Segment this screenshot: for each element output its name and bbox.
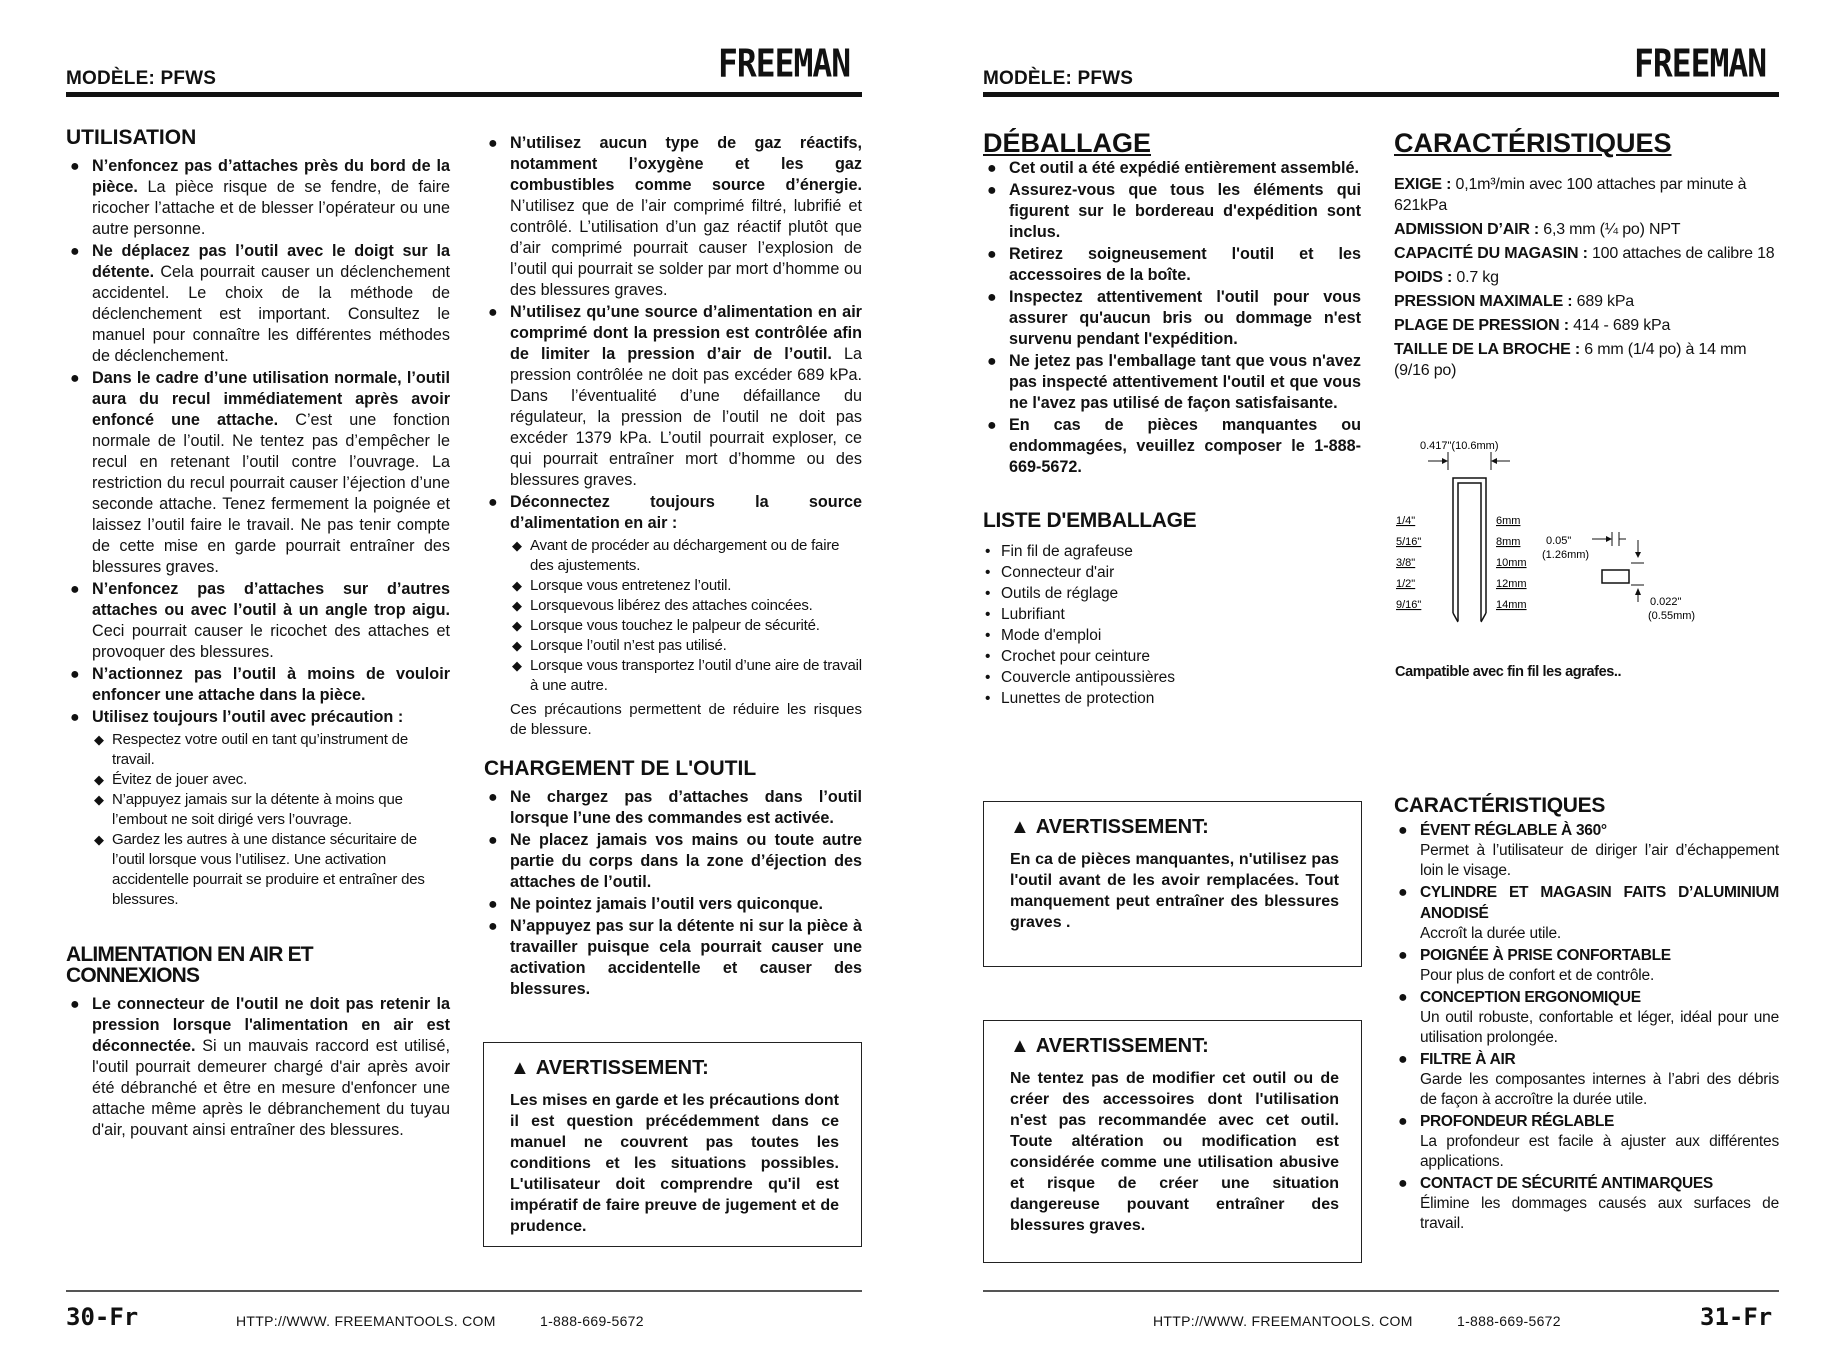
- item-bold: Utilisez toujours l’outil avec précaution :: [92, 708, 404, 726]
- arrow-head: [1491, 458, 1497, 464]
- warning-box-left: [483, 1042, 862, 1247]
- item-bold: Déconnectez toujours la source d’alimentation en air :: [510, 493, 862, 532]
- list-item: [484, 492, 862, 534]
- warning-box-2: [983, 1020, 1362, 1263]
- item-bold: Ne pointez jamais l’outil vers quiconque.: [510, 895, 824, 913]
- packing-list: [983, 541, 1361, 709]
- footer-rule: [66, 1290, 862, 1292]
- feature-title: ÉVENT RÉGLABLE À 360°: [1420, 822, 1607, 839]
- size-inch-label: 5/16": [1396, 536, 1422, 548]
- footer-url[interactable]: HTTP://WWW. FREEMANTOOLS. COM: [1153, 1313, 1413, 1329]
- list-item: ● Retirez soigneusement l'outil et les accessoires de la boîte.: [983, 244, 1361, 286]
- warning-text: Ne tentez pas de modifier cet outil ou de créer des accessoires dont l'utilisation n'est pas recommandée avec cet outil. Toute altération ou modification est considérée comme une utilisation abusive et risque de créer une situation dangereuse pouvant entraîner des blessures graves.: [1010, 1070, 1339, 1234]
- list-item: [66, 156, 450, 240]
- section-title-liste: LISTE D'EMBALLAGE: [983, 509, 1197, 532]
- left-column-2: [484, 133, 862, 1001]
- spec-row: [1394, 243, 1779, 264]
- list-item: ● Ne jetez pas l'emballage tant que vous n'avez pas inspecté attentivement l'outil et que vous ne l'avez pas utilisé de façon satisfaisante.: [983, 351, 1361, 414]
- arrow-head: [1606, 536, 1612, 542]
- list-item: • Fin fil de agrafeuse: [983, 541, 1361, 562]
- size-inch-label: 9/16": [1396, 599, 1422, 611]
- item-text: La pression contrôlée ne doit pas excéder 689 kPa. Dans l’éventualité d’une défaillance du régulateur, la pression de l’outil ne doit pas excéder 1379 kPa. L’outil pourrait exploser, ce qui pourrait entraîner mort d’homme ou des blessures graves.: [510, 345, 862, 489]
- arrow-head: [1442, 458, 1448, 464]
- footer-rule: [983, 1290, 1779, 1292]
- model-label: MODÈLE: PFWS: [983, 68, 1134, 89]
- list-item: ● Assurez-vous que tous les éléments qui figurent sur le bordereau d'expédition sont inclus.: [983, 180, 1361, 243]
- feature-title: POIGNÉE À PRISE CONFORTABLE: [1420, 947, 1671, 964]
- spec-value: 6 mm (1/4 po) à 14 mm (9/16 po): [1394, 341, 1747, 379]
- size-inch-label: 3/8": [1396, 557, 1416, 569]
- list-item: [66, 241, 450, 367]
- warning-box-1: [983, 801, 1362, 967]
- footer-phone: 1-888-669-5672: [540, 1313, 644, 1329]
- list-item: • Lubrifiant: [983, 604, 1361, 625]
- item-bold: N’utilisez aucun type de gaz réactifs, notamment l’oxygène et les gaz combustibles comme source d’énergie.: [510, 134, 862, 194]
- size-mm-label: 12mm: [1496, 578, 1527, 590]
- item-text: Ceci pourrait causer le ricochet des attaches et provoquer des blessures.: [92, 622, 450, 661]
- item-bold: N’enfoncez pas d’attaches sur d’autres attaches ou avec l’outil à un angle trop aigu.: [92, 580, 450, 619]
- gaz-note: Ces précautions permettent de réduire les risques de blessure.: [510, 701, 862, 738]
- list-item: ● Inspectez attentivement l'outil pour vous assurer qu'aucun bris ou dommage n'est survenu pendant l'expédition.: [983, 287, 1361, 350]
- size-mm-label: 10mm: [1496, 557, 1527, 569]
- sizes-mm: [1496, 515, 1527, 611]
- size-inch-label: 1/4": [1396, 515, 1416, 527]
- utilisation-sublist: [92, 730, 450, 910]
- feature-title: FILTRE À AIR: [1420, 1051, 1516, 1068]
- item-text: Cela pourrait causer un déclenchement accidentel. Le choix de la méthode de déclenchement est important. Consultez le manuel pour connaître les différentes méthodes de déclenchement.: [92, 263, 450, 365]
- list-item: [66, 664, 450, 706]
- size-mm-label: 6mm: [1496, 515, 1521, 527]
- spec-value: 0,1m³/min avec 100 attaches par minute à 621kPa: [1394, 176, 1747, 214]
- section-title-chargement: CHARGEMENT DE L'OUTIL: [484, 757, 757, 780]
- feature-item: [1394, 1111, 1779, 1172]
- spec-row: [1394, 219, 1779, 240]
- feature-title: CONTACT DE SÉCURITÉ ANTIMARQUES: [1420, 1175, 1713, 1192]
- header-rule: [66, 92, 862, 97]
- size-mm-label: 8mm: [1496, 536, 1521, 548]
- list-item: • Mode d'emploi: [983, 625, 1361, 646]
- list-item: • Outils de réglage: [983, 583, 1361, 604]
- feature-title: CYLINDRE ET MAGASIN FAITS D’ALUMINIUM ANODISÉ: [1420, 884, 1779, 922]
- feature-item: [1394, 987, 1779, 1048]
- item-text: C’est une fonction normale de l’outil. Ne tentez pas d’empêcher le recul en retenant l’outil contre l’ouvrage. La restriction du recul pourrait causer l’éjection d’une seconde attache. Tenez fermement la poignée et laissez l’outil faire le travail. Ne pas tenir compte de cette mise en garde pourrait entraîner des blessures graves.: [92, 411, 451, 576]
- right-column-2: [1394, 128, 1779, 384]
- feature-desc: Garde les composantes internes à l’abri des débris de façon à accroître la durée utile.: [1420, 1071, 1779, 1108]
- feature-item: [1394, 820, 1779, 881]
- list-item: [484, 830, 862, 893]
- model-label: MODÈLE: PFWS: [66, 68, 217, 89]
- feature-desc: Accroît la durée utile.: [1420, 925, 1562, 942]
- feature-title: CONCEPTION ERGONOMIQUE: [1420, 989, 1641, 1006]
- spec-value: 6,3 mm (¼ po) NPT: [1539, 221, 1681, 238]
- list-item: ◆ N’appuyez jamais sur la détente à moins que l’embout ne soit dirigé vers l’ouvrage.: [92, 790, 450, 830]
- item-bold: N’actionnez pas l’outil à moins de vouloir enfoncer une attache dans la pièce.: [92, 665, 450, 704]
- footer-url[interactable]: HTTP://WWW. FREEMANTOOLS. COM: [236, 1313, 496, 1329]
- spec-row: [1394, 339, 1779, 381]
- item-text: La pièce risque de se fendre, de faire ricocher l’attache et de blesser l’opérateur ou une autre personne.: [92, 178, 450, 238]
- list-item: ◆ Évitez de jouer avec.: [92, 770, 450, 790]
- freeman-logo: FREEMAN: [718, 41, 851, 86]
- size-inch-label: 1/2": [1396, 578, 1416, 590]
- item-bold: N’appuyez pas sur la détente ni sur la pièce à travailler puisque cela pourrait causer une activation accidentelle et causer des blessures.: [510, 917, 862, 998]
- list-item: ◆ Respectez votre outil en tant qu’instrument de travail.: [92, 730, 450, 770]
- feature-desc: Permet à l’utilisateur de diriger l’air d’échappement loin le visage.: [1420, 842, 1779, 879]
- spec-label: EXIGE :: [1394, 176, 1452, 193]
- item-bold: Ne placez jamais vos mains ou toute autre partie du corps dans la zone d’éjection des attaches de l’outil.: [510, 831, 862, 891]
- section-title-features: CARACTÉRISTIQUES: [1394, 794, 1606, 817]
- list-item: [66, 579, 450, 663]
- feature-title: PROFONDEUR RÉGLABLE: [1420, 1113, 1615, 1130]
- spec-value: 0.7 kg: [1452, 269, 1499, 286]
- list-item: ◆ Lorsque l’outil n’est pas utilisé.: [510, 636, 862, 656]
- warning-triangle-icon: ▲: [1010, 816, 1030, 838]
- spec-list: [1394, 174, 1779, 381]
- feature-item: [1394, 1173, 1779, 1234]
- list-item: ● Cet outil a été expédié entièrement assemblé.: [983, 158, 1361, 179]
- list-item: [484, 894, 862, 915]
- spec-label: POIDS :: [1394, 269, 1453, 286]
- warning-title: ▲ AVERTISSEMENT:: [1010, 816, 1209, 838]
- list-item: ◆ Lorsquevous libérez des attaches coincées.: [510, 596, 862, 616]
- footer-phone: 1-888-669-5672: [1457, 1313, 1561, 1329]
- spec-row: [1394, 315, 1779, 336]
- spec-label: PLAGE DE PRESSION :: [1394, 317, 1569, 334]
- section-title-alimentation: ALIMENTATION EN AIR ET CONNEXIONS: [66, 943, 313, 987]
- list-item: • Lunettes de protection: [983, 688, 1361, 709]
- list-item: ◆ Lorsque vous transportez l’outil d’une aire de travail à une autre.: [510, 656, 862, 696]
- arrow-head: [1635, 552, 1641, 558]
- spec-label: ADMISSION D’AIR :: [1394, 221, 1540, 238]
- spec-row: [1394, 291, 1779, 312]
- staple-diagram: [1394, 436, 1754, 666]
- item-bold: N’enfoncez pas d’attaches près du bord de la pièce.: [92, 157, 450, 196]
- warning-text: Les mises en garde et les précautions dont il est question précédemment dans ce manuel ne couvrent pas toutes les conditions et les situations possibles. L'utilisateur doit comprendre qu'il est impératif de faire preuve de jugement et de prudence.: [510, 1092, 839, 1235]
- spec-label: TAILLE DE LA BROCHE :: [1394, 341, 1581, 358]
- arrow-head: [1635, 588, 1641, 595]
- left-column-1: [66, 127, 450, 1142]
- spec-row: [1394, 267, 1779, 288]
- compat-note: Campatible avec fin fil les agrafes..: [1395, 664, 1622, 680]
- item-bold: Ne déplacez pas l’outil avec le doigt sur la détente.: [92, 242, 450, 281]
- feature-desc: La profondeur est facile à ajuster aux différentes applications.: [1420, 1133, 1779, 1170]
- list-item: ● En cas de pièces manquantes ou endommagées, veuillez composer le 1-888-669-5672.: [983, 415, 1361, 478]
- sizes-inch: [1396, 515, 1421, 611]
- alimentation-list: [66, 994, 450, 1141]
- list-item: [484, 302, 862, 491]
- section-title-utilisation: UTILISATION: [66, 126, 197, 149]
- list-item: [66, 368, 450, 578]
- list-item: [66, 707, 450, 728]
- warning-triangle-icon: ▲: [1010, 1035, 1030, 1057]
- feature-item: [1394, 882, 1779, 944]
- freeman-logo: FREEMAN: [1634, 41, 1767, 86]
- item-bold: Ne chargez pas d’attaches dans l’outil lorsque l’une des commandes est activée.: [510, 788, 862, 827]
- feature-desc: Un outil robuste, confortable et léger, idéal pour une utilisation prolongée.: [1420, 1009, 1779, 1046]
- page-number: 30-Fr: [66, 1303, 139, 1331]
- list-item: ◆ Lorsque vous touchez le palpeur de sécurité.: [510, 616, 862, 636]
- spec-value: 414 - 689 kPa: [1568, 317, 1671, 334]
- thickness-label: 0.022": [1650, 596, 1682, 608]
- list-item: ◆ Avant de procéder au déchargement ou de faire des ajustements.: [510, 536, 862, 576]
- spec-value: 689 kPa: [1572, 293, 1634, 310]
- thickness-label: 0.05": [1546, 535, 1572, 547]
- list-item: • Crochet pour ceinture: [983, 646, 1361, 667]
- list-item: [484, 787, 862, 829]
- spec-label: CAPACITÉ DU MAGASIN :: [1394, 245, 1588, 262]
- section-title-deballage: DÉBALLAGE: [983, 128, 1151, 158]
- feature-item: [1394, 1049, 1779, 1110]
- gaz-sublist: [510, 536, 862, 696]
- header-rule: [983, 92, 1779, 97]
- list-item: [484, 916, 862, 1000]
- feature-desc: Pour plus de confort et de contrôle.: [1420, 967, 1655, 984]
- right-page: [917, 0, 1834, 1361]
- page-number: 31-Fr: [1700, 1303, 1773, 1331]
- item-bold: Le connecteur de l'outil ne doit pas retenir la pression lorsque l'alimentation en air est déconnectée.: [92, 995, 450, 1055]
- spec-label: PRESSION MAXIMALE :: [1394, 293, 1573, 310]
- features-column: [1394, 795, 1779, 1235]
- warning-title: ▲ AVERTISSEMENT:: [1010, 1035, 1209, 1057]
- list-item: ◆ Gardez les autres à une distance sécuritaire de l’outil lorsque vous l’utilisez. Une activation accidentelle pourrait se produire et entraîner des blessures.: [92, 830, 450, 910]
- gaz-list: [484, 133, 862, 534]
- utilisation-list: [66, 156, 450, 728]
- list-item: • Connecteur d'air: [983, 562, 1361, 583]
- deballage-list: [983, 158, 1361, 478]
- thickness-label: (1.26mm): [1542, 549, 1590, 561]
- item-bold: Dans le cadre d’une utilisation normale, l’outil aura du recul immédiatement après avoir enfoncé une attache.: [92, 369, 450, 429]
- spec-row: [1394, 174, 1779, 216]
- list-item: • Couvercle antipoussières: [983, 667, 1361, 688]
- size-mm-label: 14mm: [1496, 599, 1527, 611]
- right-column-1: [983, 128, 1361, 709]
- list-item: ◆ Lorsque vous entretenez l’outil.: [510, 576, 862, 596]
- features-list: [1394, 820, 1779, 1234]
- item-text: N’utilisez que de l’air comprimé filtré, lubrifié et contrôlé. L’utilisation d’un gaz réactif plutôt que d’air comprimé pourrait causer l’explosion de l’outil qui pourrait se solder par mort d’homme ou des blessures graves.: [510, 197, 862, 299]
- item-text: Si un mauvais raccord est utilisé, l'outil pourrait demeurer chargé d'air après avoir été débranché et être en mesure d'enfoncer une attache même après le débranchement du tuyau d'air, pouvant ainsi entraîner des blessures.: [92, 1037, 450, 1139]
- list-item: [484, 133, 862, 301]
- warning-text: En ca de pièces manquantes, n'utilisez pas l'outil avant de les avoir remplacées. Tout manquement peut entraîner des blessures graves .: [1010, 851, 1339, 931]
- feature-desc: Élimine les dommages causés aux surfaces de travail.: [1420, 1195, 1779, 1232]
- spec-value: 100 attaches de calibre 18: [1587, 245, 1775, 262]
- chargement-list: [484, 787, 862, 1000]
- warning-triangle-icon: ▲: [510, 1057, 530, 1079]
- item-bold: N’utilisez qu’une source d’alimentation en air comprimé dont la pression est contrôlée afin de limiter la pression d’air de l’outil.: [510, 303, 862, 363]
- section-title-caracteristiques: CARACTÉRISTIQUES: [1394, 128, 1672, 158]
- list-item: [66, 994, 450, 1141]
- cross-section: [1602, 570, 1629, 583]
- width-label: 0.417"(10.6mm): [1420, 440, 1499, 452]
- staple-outline: [1458, 483, 1481, 621]
- feature-item: [1394, 945, 1779, 986]
- thickness-label: (0.55mm): [1648, 610, 1696, 622]
- warning-title: ▲ AVERTISSEMENT:: [510, 1057, 709, 1079]
